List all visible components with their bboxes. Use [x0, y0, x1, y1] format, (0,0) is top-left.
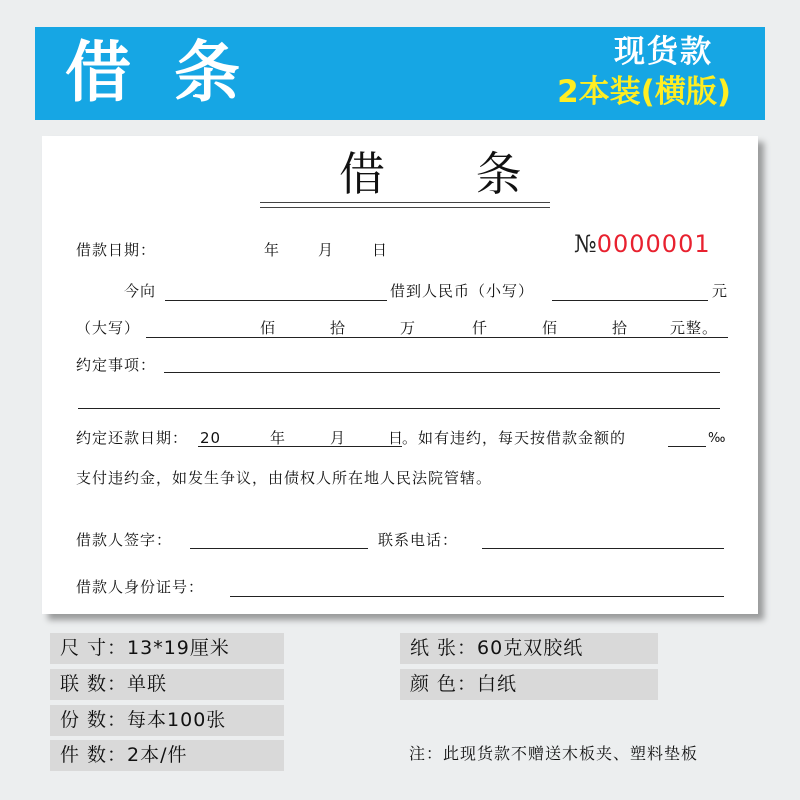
unit-thousand: 仟: [472, 319, 489, 337]
banner-subtitle-pack: 2本装(横版): [557, 74, 731, 110]
repay-year-label: 年: [270, 429, 287, 447]
spec-paper: 纸 张：60克双胶纸: [400, 633, 658, 664]
header-banner: [35, 27, 765, 120]
repay-month-label: 月: [330, 429, 347, 447]
footnote: 注：此现货款不赠送木板夹、塑料垫板: [409, 744, 699, 763]
dispute-text: 支付违约金，如发生争议，由债权人所在地人民法院管辖。: [76, 469, 493, 487]
repay-date-label: 约定还款日期：: [76, 429, 189, 447]
spec-color: 颜 色：白纸: [400, 669, 658, 700]
unit-hundred-1: 佰: [260, 319, 277, 337]
serial-number-block: [574, 230, 711, 258]
phone-line[interactable]: [482, 548, 724, 549]
amount-capital-line[interactable]: [146, 337, 728, 338]
signature-line[interactable]: [190, 548, 368, 549]
form-title: 借 条: [339, 147, 560, 201]
lender-name-line[interactable]: [165, 300, 387, 301]
unit-ten-1: 拾: [330, 319, 347, 337]
unit-ten-2: 拾: [612, 319, 629, 337]
iou-form-sheet: [42, 136, 758, 614]
id-number-line[interactable]: [230, 596, 724, 597]
banner-title: 借 条: [65, 34, 250, 111]
repay-date-line[interactable]: [198, 446, 402, 447]
spec-pieces: 件 数：2本/件: [50, 740, 284, 771]
penalty-text: 。如有违约，每天按借款金额的: [402, 429, 627, 447]
amount-capital-label: （大写）: [76, 319, 141, 337]
permille-label: ‰: [708, 431, 727, 446]
serial-prefix: №: [574, 230, 597, 258]
phone-label: 联系电话：: [378, 531, 459, 549]
amount-small-label: 借到人民币（小写）: [390, 282, 535, 300]
signature-label: 借款人签字：: [76, 531, 173, 549]
lender-prefix-label: 今向: [124, 282, 157, 300]
repay-day-label: 日: [388, 429, 405, 447]
banner-subtitle-stock: 现货款: [614, 34, 713, 70]
yuan-label: 元: [712, 282, 729, 300]
terms-label: 约定事项：: [76, 356, 157, 374]
unit-ten-thousand: 万: [400, 319, 417, 337]
terms-line-2[interactable]: [78, 408, 720, 409]
date-year-label: 年: [264, 241, 281, 259]
amount-small-line[interactable]: [552, 300, 708, 301]
penalty-rate-line[interactable]: [668, 446, 706, 447]
spec-copies: 联 数：单联: [50, 669, 284, 700]
unit-hundred-2: 佰: [542, 319, 559, 337]
spec-size: 尺 寸：13*19厘米: [50, 633, 284, 664]
repay-year-prefix: 20: [200, 429, 222, 447]
yuan-complete-label: 元整。: [670, 319, 719, 337]
title-underline-bottom: [260, 207, 550, 208]
title-underline-top: [260, 202, 550, 203]
date-day-label: 日: [372, 241, 389, 259]
date-month-label: 月: [318, 241, 335, 259]
serial-number: 0000001: [596, 230, 711, 258]
terms-line-1[interactable]: [164, 372, 720, 373]
id-number-label: 借款人身份证号：: [76, 578, 205, 596]
date-label: 借款日期：: [76, 241, 157, 259]
spec-per-book: 份 数：每本100张: [50, 705, 284, 736]
